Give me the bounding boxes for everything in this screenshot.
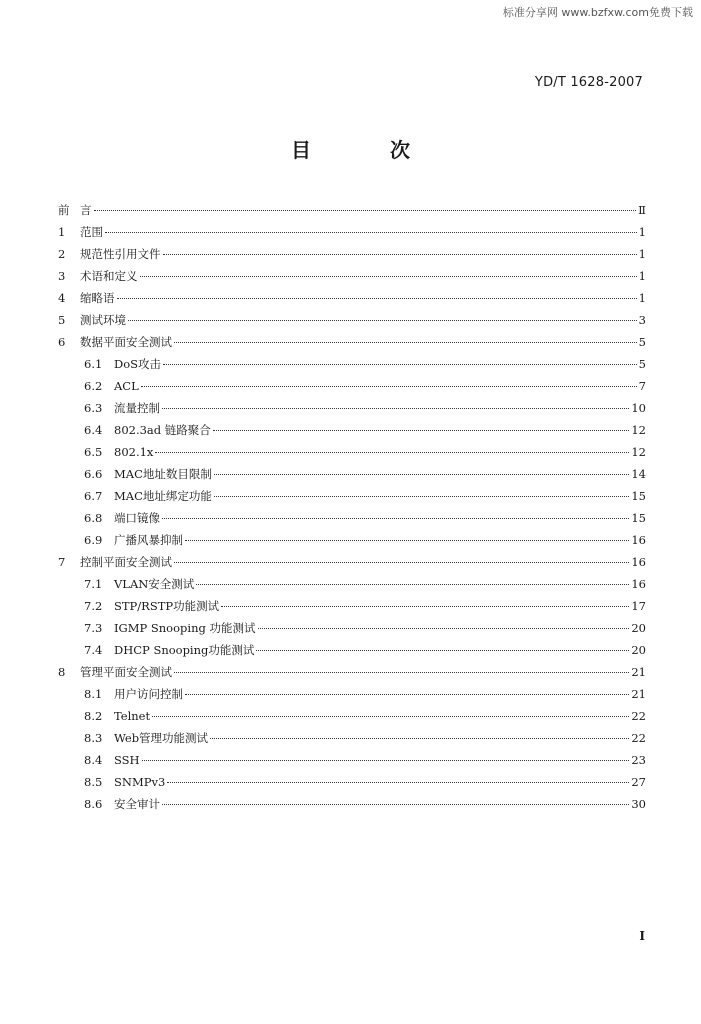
toc-entry-number: 8 — [58, 665, 66, 679]
toc-entry-title: 缩略语 — [80, 291, 115, 305]
toc-entry-number: 8.5 — [84, 775, 103, 789]
toc-entry-number: 7.4 — [84, 643, 103, 657]
toc-dot-leader — [185, 540, 629, 541]
toc-entry-number: 6.7 — [84, 489, 103, 503]
toc-entry-number: 8.3 — [84, 731, 103, 745]
toc-entry[interactable] — [58, 441, 646, 463]
toc-entry-number: 1 — [58, 225, 66, 239]
toc-entry-number: 6.5 — [84, 445, 103, 459]
toc-entry-number: 8.4 — [84, 753, 103, 767]
toc-entry-page: 16 — [631, 577, 646, 591]
toc-entry[interactable] — [58, 573, 646, 595]
toc-dot-leader — [140, 276, 637, 277]
toc-entry[interactable] — [58, 397, 646, 419]
toc-entry-title: STP/RSTP功能测试 — [114, 599, 220, 613]
toc-entry-number: 7.1 — [84, 577, 103, 591]
toc-entry-page: 16 — [631, 555, 646, 569]
toc-dot-leader — [174, 342, 637, 343]
page-number: I — [639, 929, 645, 943]
toc-dot-leader — [256, 650, 629, 651]
toc-entry-page: 21 — [631, 687, 646, 701]
toc-entry[interactable] — [58, 419, 646, 441]
toc-entry-page: 17 — [631, 599, 646, 613]
toc-entry[interactable] — [58, 199, 646, 221]
toc-entry-page: 7 — [638, 379, 646, 393]
toc-entry-number: 8.6 — [84, 797, 103, 811]
toc-entry-title: MAC地址绑定功能 — [114, 489, 212, 503]
toc-entry[interactable] — [58, 221, 646, 243]
toc-dot-leader — [210, 738, 629, 739]
toc-entry-number: 5 — [58, 313, 66, 327]
toc-entry[interactable] — [58, 749, 646, 771]
toc-entry[interactable] — [58, 727, 646, 749]
toc-dot-leader — [142, 760, 630, 761]
toc-entry-number: 7 — [58, 555, 66, 569]
toc-dot-leader — [174, 562, 629, 563]
toc-entry-page: 1 — [638, 247, 646, 261]
toc-entry-number: 8.1 — [84, 687, 103, 701]
toc-entry-number: 6.6 — [84, 467, 103, 481]
toc-entry-page: 5 — [638, 357, 646, 371]
toc-dot-leader — [196, 584, 629, 585]
toc-entry-title: MAC地址数目限制 — [114, 467, 212, 481]
toc-entry-title: 规范性引用文件 — [80, 247, 161, 261]
toc-entry-title: 用户访问控制 — [114, 687, 183, 701]
toc-entry-title: SSH — [114, 753, 140, 767]
toc-entry[interactable] — [58, 529, 646, 551]
toc-entry-title: 言 — [80, 203, 92, 217]
toc-dot-leader — [155, 452, 629, 453]
toc-entry-page: 15 — [631, 489, 646, 503]
toc-entry[interactable] — [58, 375, 646, 397]
toc-dot-leader — [174, 672, 629, 673]
toc-entry-title: 管理平面安全测试 — [80, 665, 172, 679]
toc-dot-leader — [221, 606, 629, 607]
toc-entry-page: 14 — [631, 467, 646, 481]
toc-dot-leader — [162, 408, 629, 409]
toc-entry-page: 20 — [631, 643, 646, 657]
toc-dot-leader — [105, 232, 637, 233]
toc-entry-title: 数据平面安全测试 — [80, 335, 172, 349]
toc-dot-leader — [94, 210, 637, 211]
toc-dot-leader — [167, 782, 629, 783]
toc-dot-leader — [141, 386, 637, 387]
toc-entry-title: 测试环境 — [80, 313, 126, 327]
toc-entry-number: 6.9 — [84, 533, 103, 547]
toc-entry[interactable] — [58, 617, 646, 639]
toc-entry-title: 安全审计 — [114, 797, 160, 811]
toc-dot-leader — [185, 694, 629, 695]
toc-entry-title: 广播风暴抑制 — [114, 533, 183, 547]
toc-dot-leader — [152, 716, 629, 717]
toc-entry[interactable] — [58, 705, 646, 727]
toc-entry[interactable] — [58, 793, 646, 815]
toc-dot-leader — [162, 518, 629, 519]
toc-entry-number: 6.4 — [84, 423, 103, 437]
toc-entry-page: 1 — [638, 225, 646, 239]
document-code: YD/T 1628-2007 — [534, 75, 643, 90]
toc-entry-title: ACL — [114, 379, 139, 393]
toc-entry[interactable] — [58, 507, 646, 529]
toc-entry-page: 15 — [631, 511, 646, 525]
toc-entry-page: 23 — [631, 753, 646, 767]
toc-entry-page: 1 — [638, 269, 646, 283]
toc-entry-number: 前 — [58, 203, 70, 217]
toc-entry-number: 2 — [58, 247, 66, 261]
toc-entry-number: 6 — [58, 335, 66, 349]
toc-entry[interactable] — [58, 287, 646, 309]
page-title: 目 次 — [291, 138, 446, 162]
toc-entry-number: 3 — [58, 269, 66, 283]
toc-entry[interactable] — [58, 353, 646, 375]
toc-entry-number: 6.3 — [84, 401, 103, 415]
toc-entry-page: 12 — [631, 423, 646, 437]
toc-entry-title: 端口镜像 — [114, 511, 160, 525]
toc-dot-leader — [214, 474, 629, 475]
toc-dot-leader — [117, 298, 637, 299]
toc-entry-title: SNMPv3 — [114, 775, 166, 789]
toc-entry-page: Ⅱ — [638, 203, 646, 217]
toc-entry-page: 5 — [638, 335, 646, 349]
toc-entry[interactable] — [58, 661, 646, 683]
toc-dot-leader — [213, 430, 630, 431]
toc-entry-page: 22 — [631, 731, 646, 745]
toc-entry-number: 6.2 — [84, 379, 103, 393]
toc-dot-leader — [258, 628, 630, 629]
toc-entry-title: 术语和定义 — [80, 269, 138, 283]
toc-entry[interactable] — [58, 243, 646, 265]
toc-entry-page: 12 — [631, 445, 646, 459]
toc-entry-title: 范围 — [80, 225, 103, 239]
toc-entry-title: DoS攻击 — [114, 357, 162, 371]
toc-dot-leader — [163, 254, 637, 255]
toc-entry-number: 7.3 — [84, 621, 103, 635]
toc-entry-number: 6.8 — [84, 511, 103, 525]
toc-entry[interactable] — [58, 595, 646, 617]
toc-entry[interactable] — [58, 331, 646, 353]
toc-entry-title: 控制平面安全测试 — [80, 555, 172, 569]
toc-entry[interactable] — [58, 683, 646, 705]
toc-entry-title: Web管理功能测试 — [114, 731, 209, 745]
toc-entry[interactable] — [58, 265, 646, 287]
toc-entry-page: 22 — [631, 709, 646, 723]
toc-dot-leader — [162, 804, 629, 805]
toc-entry-number: 4 — [58, 291, 66, 305]
toc-entry[interactable] — [58, 485, 646, 507]
toc-entry-title: IGMP Snooping 功能测试 — [114, 621, 256, 635]
toc-entry-number: 8.2 — [84, 709, 103, 723]
toc-entry-page: 3 — [638, 313, 646, 327]
toc-entry-page: 1 — [638, 291, 646, 305]
toc-entry[interactable] — [58, 463, 646, 485]
toc-entry-page: 30 — [631, 797, 646, 811]
toc-entry-number: 7.2 — [84, 599, 103, 613]
toc-entry-number: 6.1 — [84, 357, 103, 371]
toc-entry-page: 10 — [631, 401, 646, 415]
toc-entry-title: 802.1x — [114, 445, 154, 459]
toc-dot-leader — [163, 364, 637, 365]
toc-entry-page: 27 — [631, 775, 646, 789]
toc-entry-title: 流量控制 — [114, 401, 160, 415]
toc-entry[interactable] — [58, 639, 646, 661]
toc-entry[interactable] — [58, 771, 646, 793]
toc-entry[interactable] — [58, 551, 646, 573]
toc-entry-page: 16 — [631, 533, 646, 547]
table-of-contents — [58, 199, 646, 815]
toc-entry[interactable] — [58, 309, 646, 331]
toc-entry-title: 802.3ad 链路聚合 — [114, 423, 211, 437]
toc-entry-title: Telnet — [114, 709, 151, 723]
toc-dot-leader — [128, 320, 637, 321]
toc-dot-leader — [214, 496, 629, 497]
toc-entry-title: DHCP Snooping功能测试 — [114, 643, 255, 657]
watermark-text: 标准分享网 www.bzfxw.com免费下载 — [502, 6, 693, 19]
toc-entry-page: 20 — [631, 621, 646, 635]
toc-entry-title: VLAN安全测试 — [114, 577, 195, 591]
toc-entry-page: 21 — [631, 665, 646, 679]
